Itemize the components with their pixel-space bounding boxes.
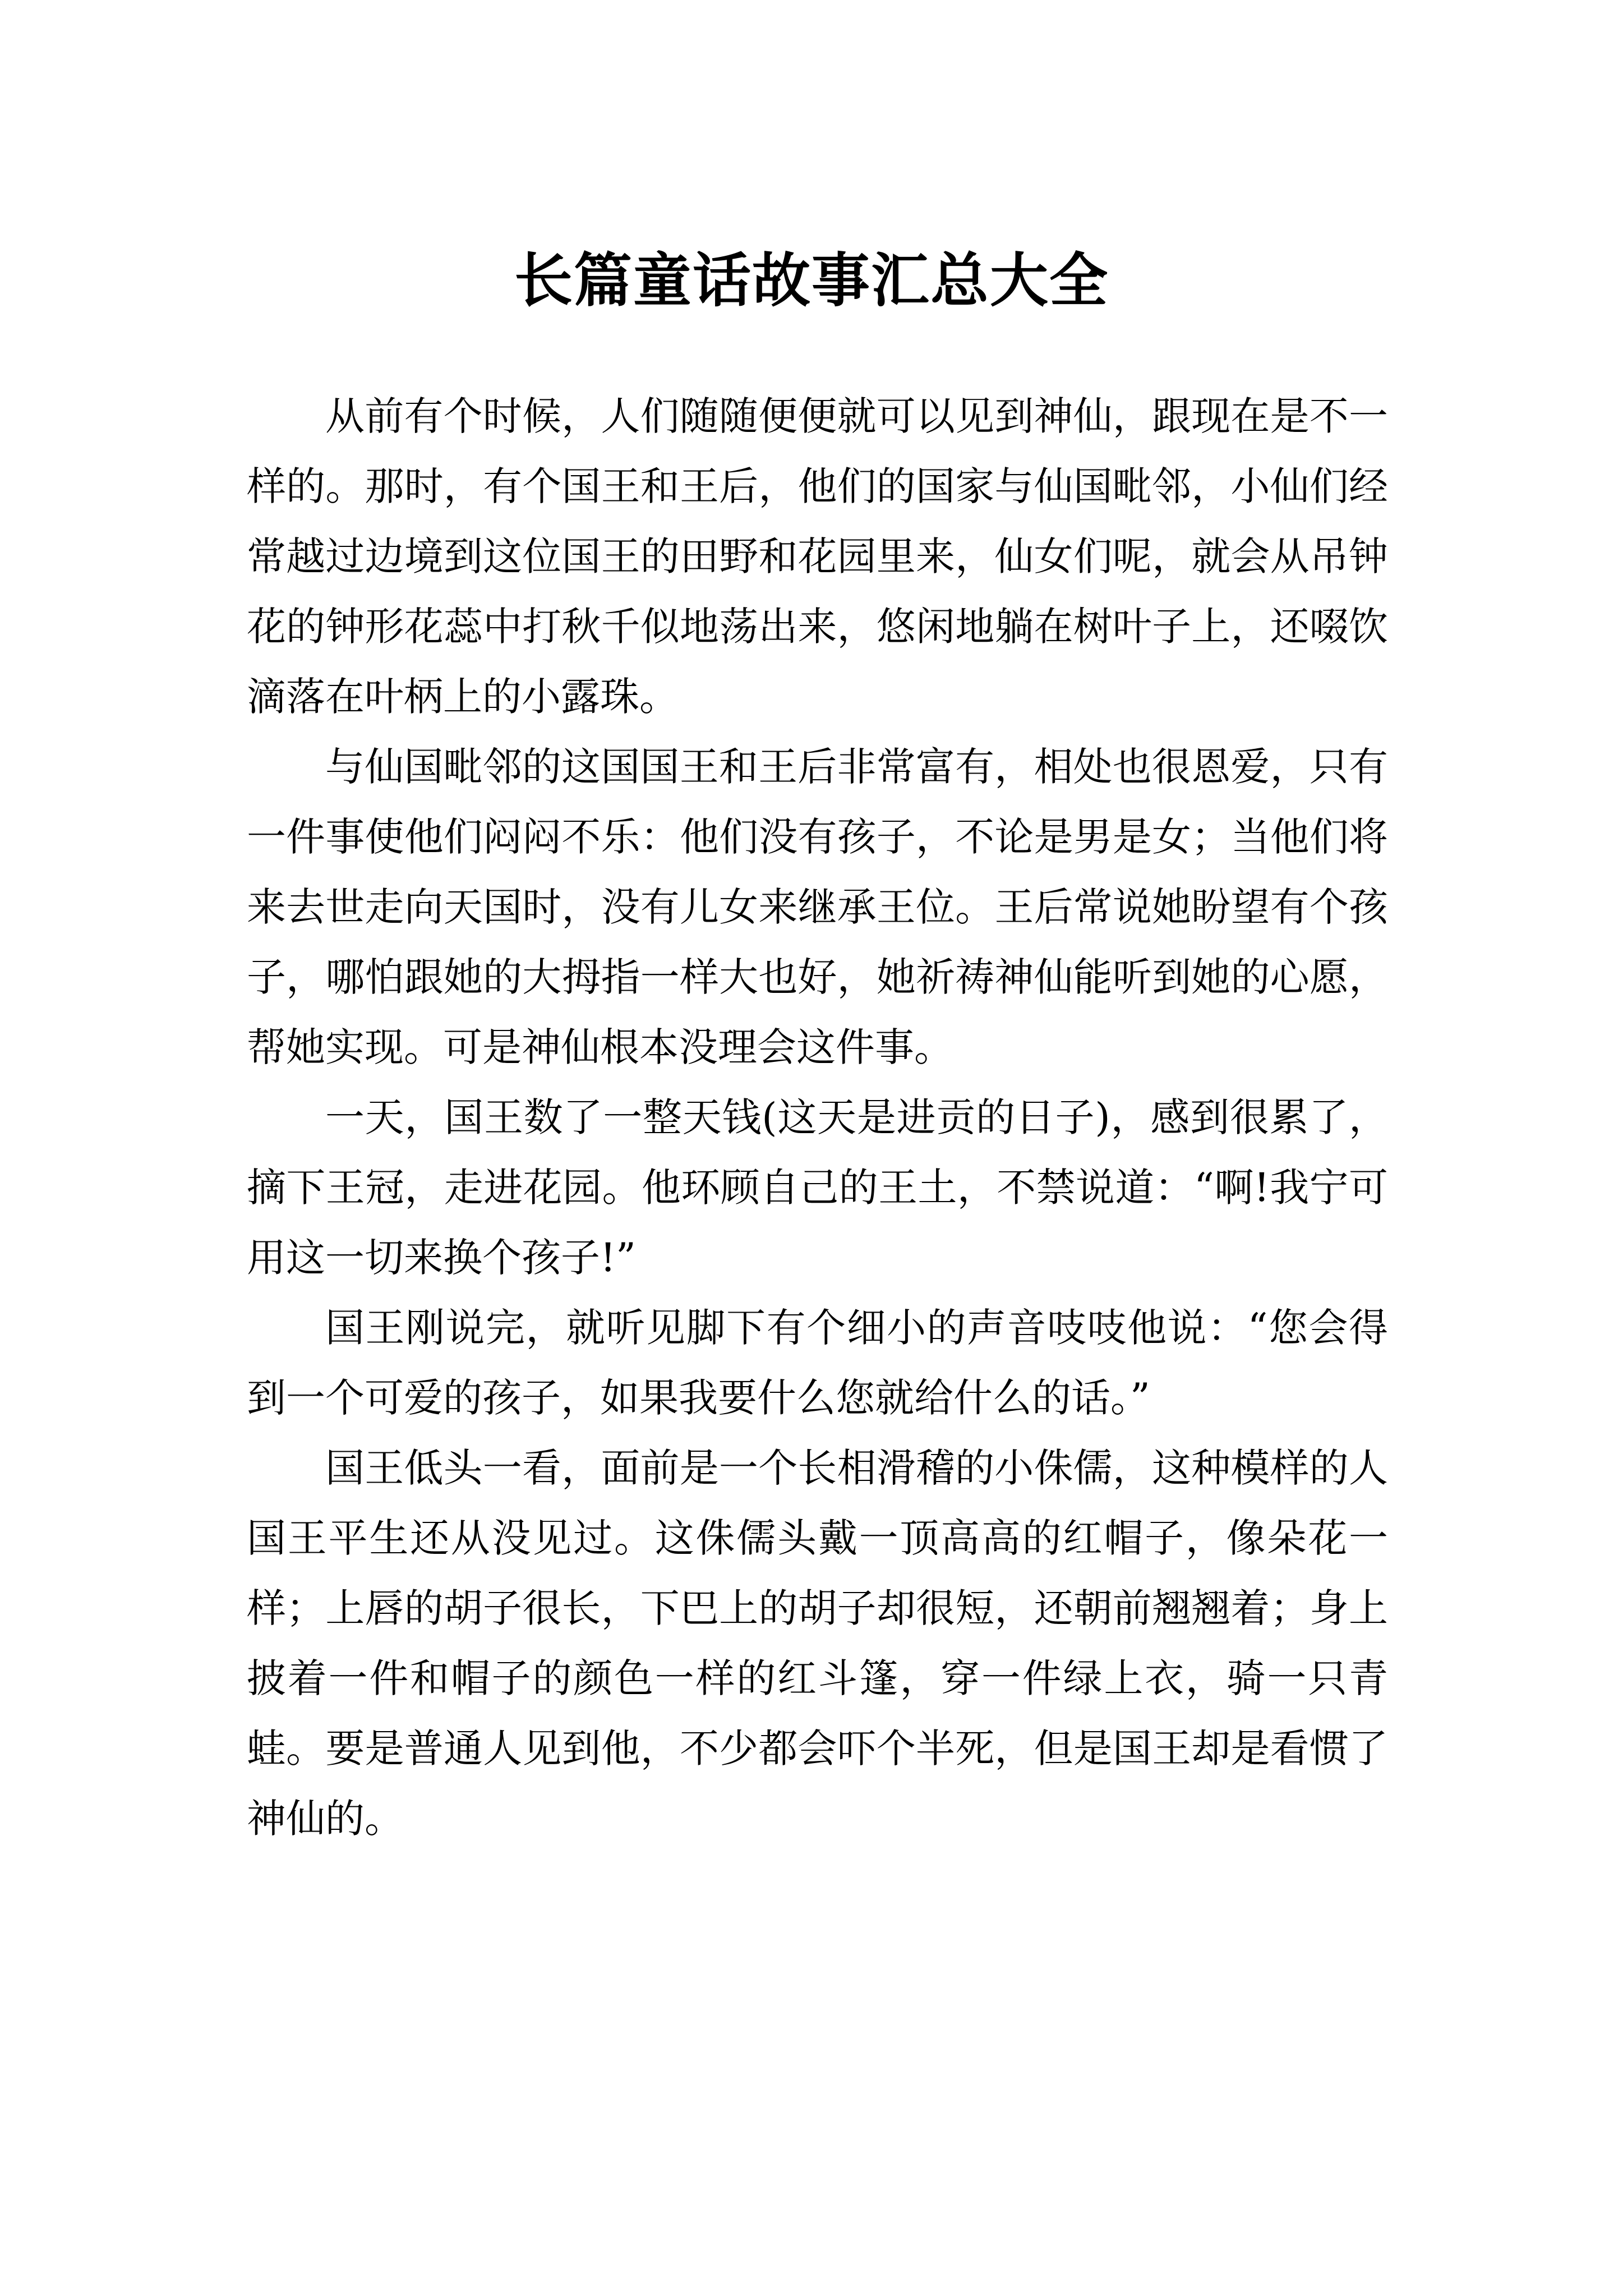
- paragraph: 国王低头一看，面前是一个长相滑稽的小侏儒，这种模样的人国王平生还从没见过。这侏儒头戴一顶高高的红帽子，像朵花一样；上唇的胡子很长，下巴上的胡子却很短，还朝前翘翘着；身上披着一件和帽子的颜色一样的红斗篷，穿一件绿上衣，骑一只青蛙。要是普通人见到他，不少都会吓个半死，但是国王却是看惯了神仙的。: [247, 1445, 1388, 1842]
- paragraph: 一天，国王数了一整天钱(这天是进贡的日子)，感到很累了，摘下王冠，走进花园。他环顾自己的王土，不禁说道：“啊!我宁可用这一切来换个孩子!”: [247, 1094, 1388, 1281]
- paragraph: 国王刚说完，就听见脚下有个细小的声音吱吱他说：“您会得到一个可爱的孩子，如果我要什么您就给什么的话。”: [247, 1305, 1388, 1421]
- document-title: 长篇童话故事汇总大全: [514, 245, 1109, 315]
- paragraph: 与仙国毗邻的这国国王和王后非常富有，相处也很恩爱，只有一件事使他们闷闷不乐：他们没有孩子，不论是男是女；当他们将来去世走向天国时，没有儿女来继承王位。王后常说她盼望有个孩子，哪怕跟她的大拇指一样大也好，她祈祷神仙能听到她的心愿，帮她实现。可是神仙根本没理会这件事。: [247, 744, 1388, 1070]
- document-body: [247, 381, 1388, 1854]
- paragraph: 从前有个时候，人们随随便便就可以见到神仙，跟现在是不一样的。那时，有个国王和王后，他们的国家与仙国毗邻，小仙们经常越过边境到这位国王的田野和花园里来，仙女们呢，就会从吊钟花的钟形花蕊中打秋千似地荡出来，悠闲地躺在树叶子上，还啜饮滴落在叶柄上的小露珠。: [247, 393, 1388, 720]
